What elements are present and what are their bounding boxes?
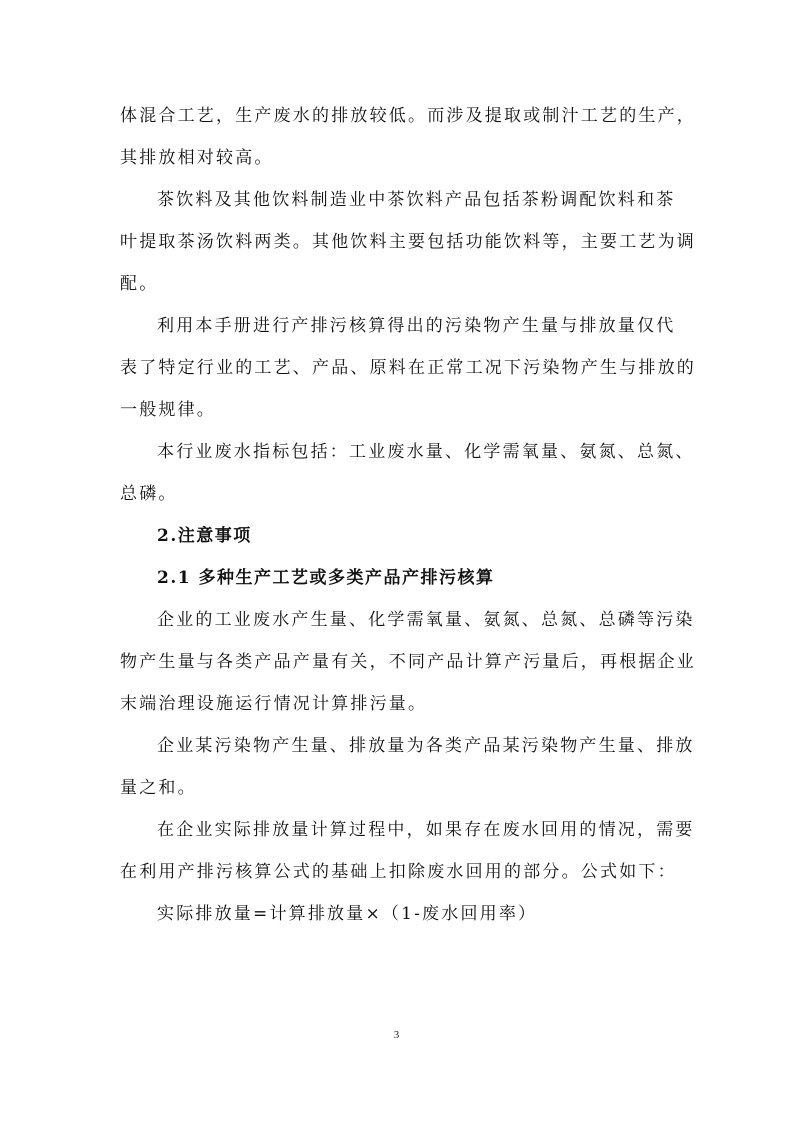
paragraph-line: 利用本手册进行产排污核算得出的污染物产生量与排放量仅代 (157, 316, 676, 336)
paragraph-line: 一般规律。 (120, 400, 216, 420)
formula: 实际排放量=计算排放量×（1-废水回用率） (157, 904, 538, 924)
paragraph-line: 在企业实际排放量计算过程中，如果存在废水回用的情况，需要 (157, 820, 695, 840)
paragraph-line: 配。 (120, 274, 159, 294)
paragraph-line: 总磷。 (120, 484, 178, 504)
subsection-heading: 2.1 多种生产工艺或多类产品产排污核算 (157, 568, 495, 588)
paragraph-line: 其排放相对较高。 (120, 148, 274, 168)
section-heading: 2.注意事项 (157, 526, 252, 546)
paragraph-line: 企业某污染物产生量、排放量为各类产品某污染物产生量、排放 (157, 736, 695, 756)
paragraph-line: 叶提取茶汤饮料两类。其他饮料主要包括功能饮料等，主要工艺为调 (120, 232, 696, 252)
paragraph-line: 本行业废水指标包括：工业废水量、化学需氧量、氨氮、总氮、 (157, 442, 695, 462)
paragraph-line: 物产生量与各类产品产量有关，不同产品计算产污量后，再根据企业 (120, 652, 696, 672)
paragraph-line: 表了特定行业的工艺、产品、原料在正常工况下污染物产生与排放的 (120, 358, 696, 378)
page-number: 3 (393, 1029, 400, 1041)
paragraph-line: 末端治理设施运行情况计算排污量。 (120, 694, 428, 714)
paragraph-line: 量之和。 (120, 778, 197, 798)
paragraph-line: 体混合工艺，生产废水的排放较低。而涉及提取或制汁工艺的生产， (120, 106, 696, 126)
paragraph-line: 企业的工业废水产生量、化学需氧量、氨氮、总氮、总磷等污染 (157, 610, 695, 630)
paragraph-line: 在利用产排污核算公式的基础上扣除废水回用的部分。公式如下： (120, 862, 677, 882)
paragraph-line: 茶饮料及其他饮料制造业中茶饮料产品包括茶粉调配饮料和茶 (157, 190, 676, 210)
